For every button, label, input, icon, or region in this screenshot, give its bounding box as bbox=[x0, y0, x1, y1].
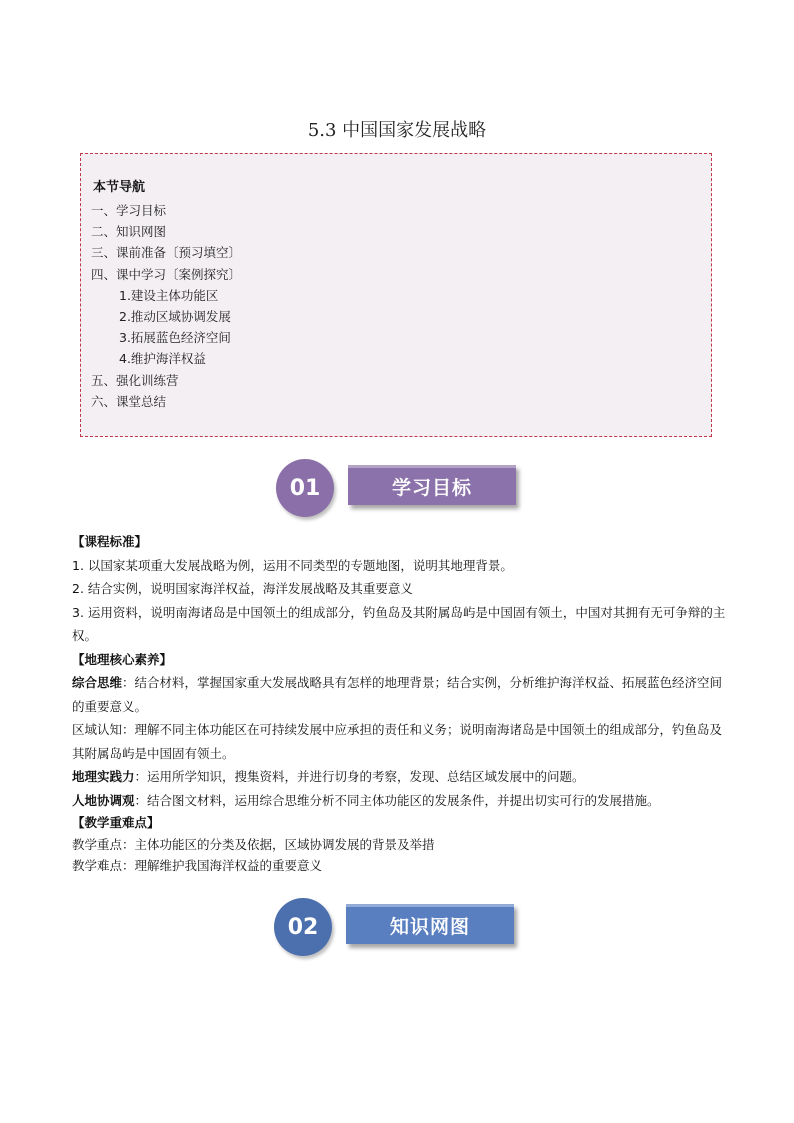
literacy-item bbox=[72, 789, 728, 813]
literacy-heading: 【地理核心素养】 bbox=[72, 651, 173, 667]
navigation-item: 二、知识网图 bbox=[91, 224, 167, 240]
focus-heading: 【教学重难点】 bbox=[72, 815, 160, 830]
literacy-item bbox=[72, 671, 728, 718]
literacy-label: 综合思维 bbox=[72, 675, 123, 690]
navigation-subitem: 2.推动区域协调发展 bbox=[119, 308, 231, 324]
section-01-title: 学习目标 bbox=[348, 465, 516, 505]
navigation-heading: 本节导航 bbox=[93, 180, 146, 195]
learning-goals-content bbox=[72, 530, 728, 877]
page-title: 5.3 中国国家发展战略 bbox=[307, 120, 487, 141]
section-01-banner bbox=[276, 459, 521, 517]
standard-item: 3. 运用资料，说明南海诸岛是中国领土的组成部分，钓鱼岛及其附属岛屿是中国固有领土，中国对其拥有无可争辩的主权。 bbox=[72, 604, 726, 643]
section-02-banner bbox=[274, 898, 519, 956]
standard-item: 1. 以国家某项重大发展战略为例，运用不同类型的专题地图，说明其地理背景。 bbox=[72, 557, 513, 573]
navigation-list bbox=[91, 200, 241, 412]
navigation-subitem: 4.维护海洋权益 bbox=[119, 351, 206, 367]
navigation-item: 一、学习目标 bbox=[91, 203, 167, 218]
focus-item: 教学重点：主体功能区的分类及依据，区域协调发展的背景及举措 bbox=[72, 836, 435, 852]
navigation-item: 五、强化训练营 bbox=[91, 372, 179, 388]
standard-item: 2. 结合实例，说明国家海洋权益，海洋发展战略及其重要意义 bbox=[72, 581, 413, 596]
literacy-item bbox=[72, 765, 728, 789]
navigation-subitem: 1.建设主体功能区 bbox=[119, 287, 219, 303]
navigation-subitem: 3.拓展蓝色经济空间 bbox=[119, 330, 231, 346]
literacy-label: 地理实践力 bbox=[72, 769, 135, 784]
navigation-item: 三、课前准备〔预习填空〕 bbox=[91, 245, 242, 261]
section-02-title: 知识网图 bbox=[346, 904, 514, 944]
literacy-label: 区域认知 bbox=[72, 722, 123, 737]
section-01-number: 01 bbox=[276, 459, 334, 517]
focus-item: 教学难点：理解维护我国海洋权益的重要意义 bbox=[72, 858, 323, 873]
section-02-number: 02 bbox=[274, 898, 332, 956]
navigation-item: 四、课中学习〔案例探究〕 bbox=[91, 266, 242, 282]
navigation-item: 六、课堂总结 bbox=[91, 393, 167, 409]
section-navigation-box bbox=[80, 153, 712, 437]
literacy-label: 人地协调观 bbox=[72, 792, 135, 808]
literacy-text: ：理解不同主体功能区在可持续发展中应承担的责任和义务；说明南海诸岛是中国领土的组成部分，钓鱼岛及其附属岛屿是中国固有领土。 bbox=[72, 722, 723, 761]
literacy-text: ：结合图文材料，运用综合思维分析不同主体功能区的发展条件，并提出切实可行的发展措施。 bbox=[134, 792, 660, 808]
literacy-item bbox=[72, 718, 728, 765]
literacy-text: ：运用所学知识，搜集资料，并进行切身的考察，发现、总结区域发展中的问题。 bbox=[134, 769, 585, 784]
standards-heading: 【课程标准】 bbox=[72, 534, 148, 549]
literacy-text: ：结合材料，掌握国家重大发展战略具有怎样的地理背景；结合实例，分析维护海洋权益、拓展蓝色经济空间的重要意义。 bbox=[72, 675, 723, 714]
